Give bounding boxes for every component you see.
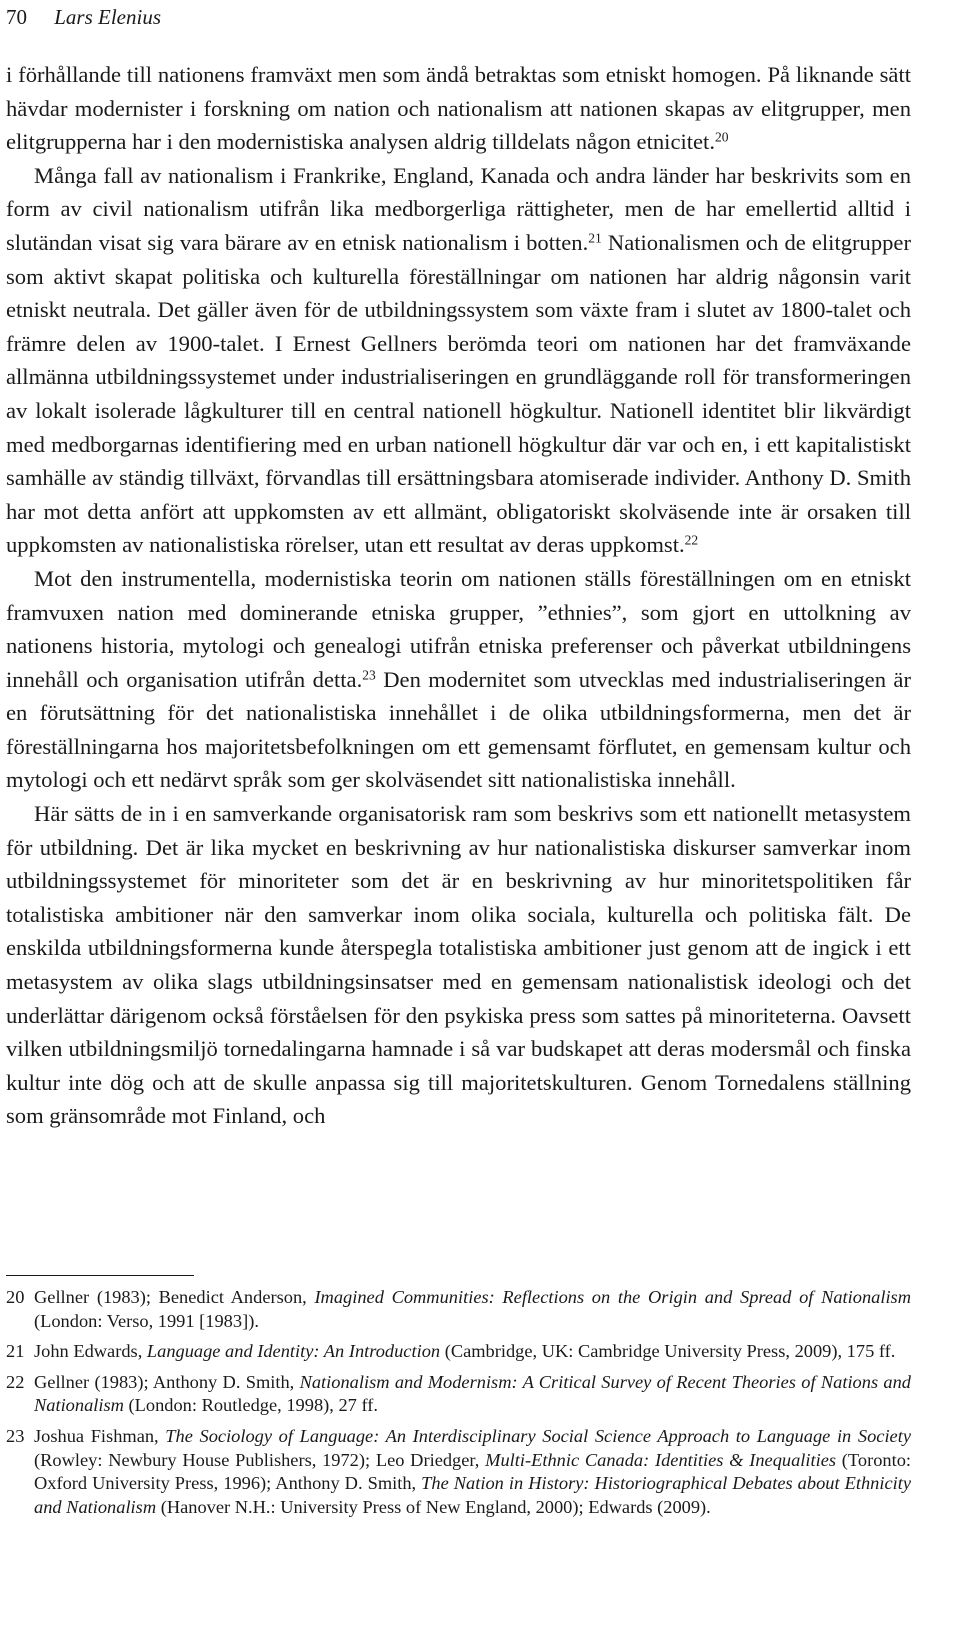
footnote-number: 23 bbox=[6, 1425, 25, 1446]
footnote-ref[interactable]: 20 bbox=[714, 129, 729, 145]
footnote bbox=[6, 1286, 911, 1333]
text-run: (Rowley: Newbury House Publishers, 1972); Leo Driedger, bbox=[34, 1449, 486, 1470]
text-run: Många fall av nationalism i Frankrike, England, Kanada och andra länder har beskrivits som en form av civil nationalism utifrån lika medborgerliga rättigheter, men de har emellertid alltid i slutändan visat sig vara bärare av en etnisk nationalism i botten. bbox=[6, 162, 911, 255]
footnote-text bbox=[34, 1425, 911, 1519]
footnote bbox=[6, 1371, 911, 1418]
work-title: The Sociology of Language: An Interdisciplinary Social Science Approach to Language in Society bbox=[165, 1425, 911, 1446]
page-number: 70 bbox=[6, 5, 27, 29]
text-run: (London: Routledge, 1998), 27 ff. bbox=[123, 1395, 378, 1416]
footnote-ref[interactable]: 22 bbox=[684, 532, 699, 548]
text-run: Här sätts de in i en samverkande organisatorisk ram som beskrivs som ett nationellt metasystem för utbildning. Det är lika mycket en beskrivning av hur nationalistiska diskurser samverkar inom utbildningssystemet för minoriteter som det är en beskrivning av hur minoritetspolitiken får totalistiska ambitioner när den samverkar inom olika sociala, kulturella och politiska fält. De enskilda utbildningsformerna kunde återspegla totalistiska ambitioner just genom att de ingick i ett metasystem av olika slags utbildningsinsatser med en gemensam nationalistisk ideologi och det underlättar därigenom också förståelsen för den psykiska press som sattes på minoriteterna. Oavsett vilken utbildningsmiljö tornedalingarna hamnade i så var budskapet att deras modersmål och finska kultur inte dög och att de skulle anpassa sig till majoritetskulturen. Genom Tornedalens ställning som gränsområde mot Finland, och bbox=[6, 801, 911, 1129]
footnote-text bbox=[34, 1286, 911, 1333]
text-run: John Edwards, bbox=[34, 1341, 147, 1362]
text-run: Den modernitet som utvecklas med industrialiseringen är en förutsättning för det nationalistiska innehållet i de olika utbildningsformerna, men det är föreställningarna hos majoritetsbefolkningen om ett gemensamt förflutet, en gemensam kultur och mytologi och ett nedärvt språk som ger skolväsendet sitt nationalistiska innehåll. bbox=[6, 666, 911, 793]
text-run: Gellner (1983); Anthony D. Smith, bbox=[34, 1371, 300, 1392]
work-title: Language and Identity: An Introduction bbox=[146, 1341, 441, 1362]
paragraph bbox=[6, 562, 911, 797]
footnote-text bbox=[34, 1371, 911, 1418]
footnote bbox=[6, 1425, 911, 1519]
paragraph bbox=[6, 159, 911, 562]
running-head-author: Lars Elenius bbox=[54, 5, 162, 29]
work-title: Imagined Communities: Reflections on the Origin and Spread of Nationalism bbox=[314, 1287, 911, 1307]
text-run: (London: Verso, 1991 [1983]). bbox=[34, 1310, 259, 1331]
footnote-ref[interactable]: 21 bbox=[588, 230, 602, 246]
text-run: Nationalismen och de elitgrupper som aktivt skapat politiska och kulturella föreställningar om nationen har aldrig någonsin varit etniskt neutrala. Det gäller även för de utbildningssystem som växte fram i slutet av 1800-talet och främre delen av 1900-talet. I Ernest Gellners berömda teori om nationen har det framväxande allmänna utbildningssystemet under industrialiseringen en grundläggande roll för transformeringen av lokalt isolerade lågkulturer till en central nationell högkultur. Nationell identitet blir likvärdigt med medborgarnas identifiering med en urban nationell högkultur där var och en, i ett kapitalistiskt samhälle av ständig tillväxt, förvandlas till ersättningsbara atomiserade individer. Anthony D. Smith har mot detta anfört att uppkomsten av ett allmänt, obligatoriskt skolväsende inte är orsaken till uppkomsten av nationalistiska rörelser, utan ett resultat av deras uppkomst. bbox=[6, 229, 911, 558]
footnote-ref[interactable]: 23 bbox=[362, 667, 376, 683]
paragraph bbox=[6, 797, 911, 1133]
text-run: i förhållande till nationens framväxt men som ändå betraktas som etniskt homogen. På liknande sätt hävdar modernister i forskning om nation och nationalism att nationen skapas av elitgrupper, men elitgrupperna har i den modernistiska analysen aldrig tilldelats någon etnicitet. bbox=[6, 62, 911, 155]
work-title: Nationalism and Modernism: A Critical Survey of Recent Theories of Nations and Nationalism bbox=[34, 1371, 911, 1416]
text-run: Mot den instrumentella, modernistiska teorin om nationen ställs föreställningen om en etniskt framvuxen nation med dominerande etniska grupper, ”ethnies”, som gjort en uttolkning av nationens historia, mytologi och genealogi utifrån etniska preferenser och påverkat utbildningens innehåll och organisation utifrån detta. bbox=[6, 565, 911, 692]
footnote-number: 20 bbox=[6, 1287, 25, 1307]
footnote bbox=[6, 1340, 911, 1364]
running-header bbox=[6, 2, 161, 32]
footnotes bbox=[6, 1286, 911, 1526]
footnote-number: 21 bbox=[6, 1341, 25, 1362]
text-run: (Toronto: Oxford University Press, 1996); Anthony D. Smith, bbox=[34, 1449, 912, 1494]
footnote-number: 22 bbox=[6, 1371, 25, 1392]
footnote-divider bbox=[6, 1275, 194, 1276]
text-run: Joshua Fishman, bbox=[34, 1425, 166, 1446]
footnote-text bbox=[34, 1340, 911, 1364]
text-run: Gellner (1983); Benedict Anderson, bbox=[34, 1287, 315, 1307]
body-text bbox=[6, 58, 911, 1133]
work-title: Multi-Ethnic Canada: Identities & Inequalities bbox=[485, 1449, 837, 1470]
text-run: (Cambridge, UK: Cambridge University Press, 2009), 175 ff. bbox=[440, 1341, 896, 1362]
work-title: The Nation in History: Historiographical Debates about Ethnicity and Nationalism bbox=[34, 1473, 911, 1517]
paragraph bbox=[6, 58, 911, 159]
text-run: (Hanover N.H.: University Press of New England, 2000); Edwards (2009). bbox=[156, 1496, 711, 1517]
